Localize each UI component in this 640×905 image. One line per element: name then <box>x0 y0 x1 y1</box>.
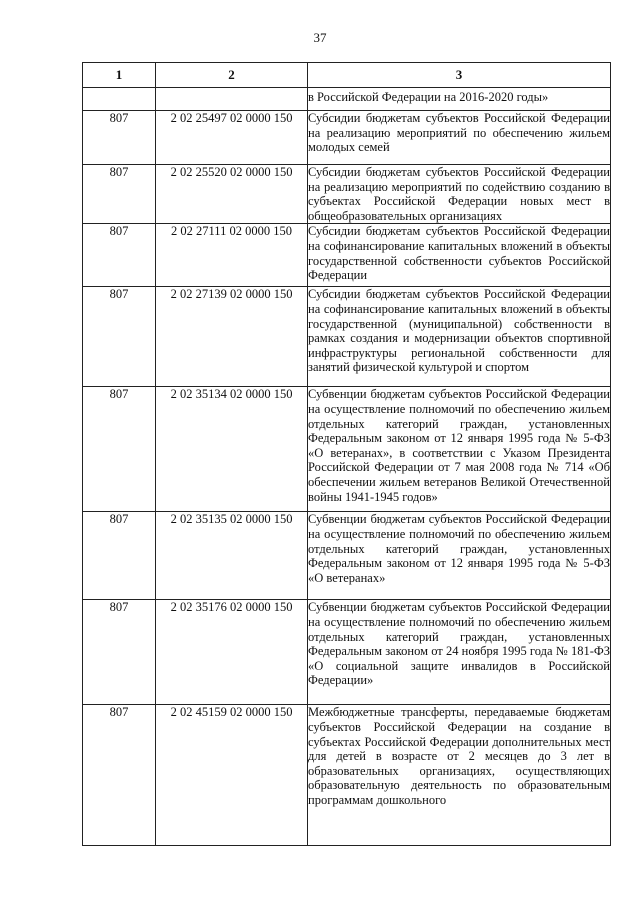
column-header-1: 1 <box>83 63 156 88</box>
revenue-name-cell: Субсидии бюджетам субъектов Российской Федерации на реализацию мероприятий по обеспечению жильем молодых семей <box>308 111 611 165</box>
table-row <box>83 224 611 287</box>
table-row <box>83 705 611 846</box>
column-header-3: 3 <box>308 63 611 88</box>
admin-code-cell: 807 <box>83 165 156 224</box>
revenue-code-cell: 2 02 45159 02 0000 150 <box>156 705 308 846</box>
admin-code-cell: 807 <box>83 287 156 387</box>
empty-cell <box>156 88 308 111</box>
revenue-name-cell: Субсидии бюджетам субъектов Российской Федерации на реализацию мероприятий по содействию созданию в субъектах Российской Федерации новых мест в общеобразовательных организациях <box>308 165 610 223</box>
admin-code-cell: 807 <box>83 512 156 600</box>
table-row <box>83 287 611 387</box>
admin-code-cell: 807 <box>83 111 156 165</box>
empty-cell <box>83 88 156 111</box>
admin-code-cell: 807 <box>83 705 156 846</box>
revenue-code-cell: 2 02 35134 02 0000 150 <box>156 387 308 512</box>
revenue-codes-table <box>82 62 611 846</box>
page-number: 37 <box>313 30 327 45</box>
revenue-code-cell: 2 02 35176 02 0000 150 <box>156 600 308 705</box>
column-header-2: 2 <box>156 63 308 88</box>
continued-name-cell: в Российской Федерации на 2016-2020 годы» <box>308 88 611 111</box>
table-row-continuation <box>83 88 611 111</box>
table-row <box>83 387 611 512</box>
table-row <box>83 165 611 224</box>
revenue-name-cell: Межбюджетные трансферты, передаваемые бюджетам субъектов Российской Федерации на создание в субъектах Российской Федерации дополнительных мест для детей в возрасте от 2 месяцев до 3 лет в образовательных организациях, осуществляющих образовательную деятельность по образовательным программам дошкольного <box>308 705 611 846</box>
table-header-row <box>83 63 611 88</box>
revenue-name-cell: Субсидии бюджетам субъектов Российской Федерации на софинансирование капитальных вложений в объекты государственной (муниципальной) собственности в рамках создания и модернизации объектов спортивной инфраструктуры региональной собственности для занятий физической культурой и спортом <box>308 287 611 387</box>
revenue-code-cell: 2 02 25520 02 0000 150 <box>156 165 308 224</box>
revenue-name-cell: Субвенции бюджетам субъектов Российской Федерации на осуществление полномочий по обеспечению жильем отдельных категорий граждан, установленных Федеральным законом от 24 ноября 1995 года № 181-ФЗ «О социальной защите инвалидов в Российской Федерации» <box>308 600 611 705</box>
revenue-code-cell: 2 02 35135 02 0000 150 <box>156 512 308 600</box>
admin-code-cell: 807 <box>83 600 156 705</box>
revenue-name-cell: Субвенции бюджетам субъектов Российской Федерации на осуществление полномочий по обеспечению жильем отдельных категорий граждан, установленных Федеральным законом от 12 января 1995 года № 5-ФЗ «О ветеранах» <box>308 512 611 600</box>
revenue-name-cell: Субвенции бюджетам субъектов Российской Федерации на осуществление полномочий по обеспечению жильем отдельных категорий граждан, установленных Федеральным законом от 12 января 1995 года № 5-ФЗ «О ветеранах», в соответствии с Указом Президента Российской Федерации от 7 мая 2008 года № 714 «Об обеспечении жильем ветеранов Великой Отечественной войны 1941-1945 годов» <box>308 387 611 512</box>
table-row <box>83 111 611 165</box>
revenue-code-cell: 2 02 25497 02 0000 150 <box>156 111 308 165</box>
revenue-code-cell: 2 02 27139 02 0000 150 <box>156 287 308 387</box>
admin-code-cell: 807 <box>83 224 156 287</box>
revenue-name-cell: Субсидии бюджетам субъектов Российской Федерации на софинансирование капитальных вложений в объекты государственной собственности субъектов Российской Федерации <box>308 224 611 287</box>
table-row <box>83 600 611 705</box>
admin-code-cell: 807 <box>83 387 156 512</box>
table-row <box>83 512 611 600</box>
revenue-code-cell: 2 02 27111 02 0000 150 <box>156 224 308 287</box>
